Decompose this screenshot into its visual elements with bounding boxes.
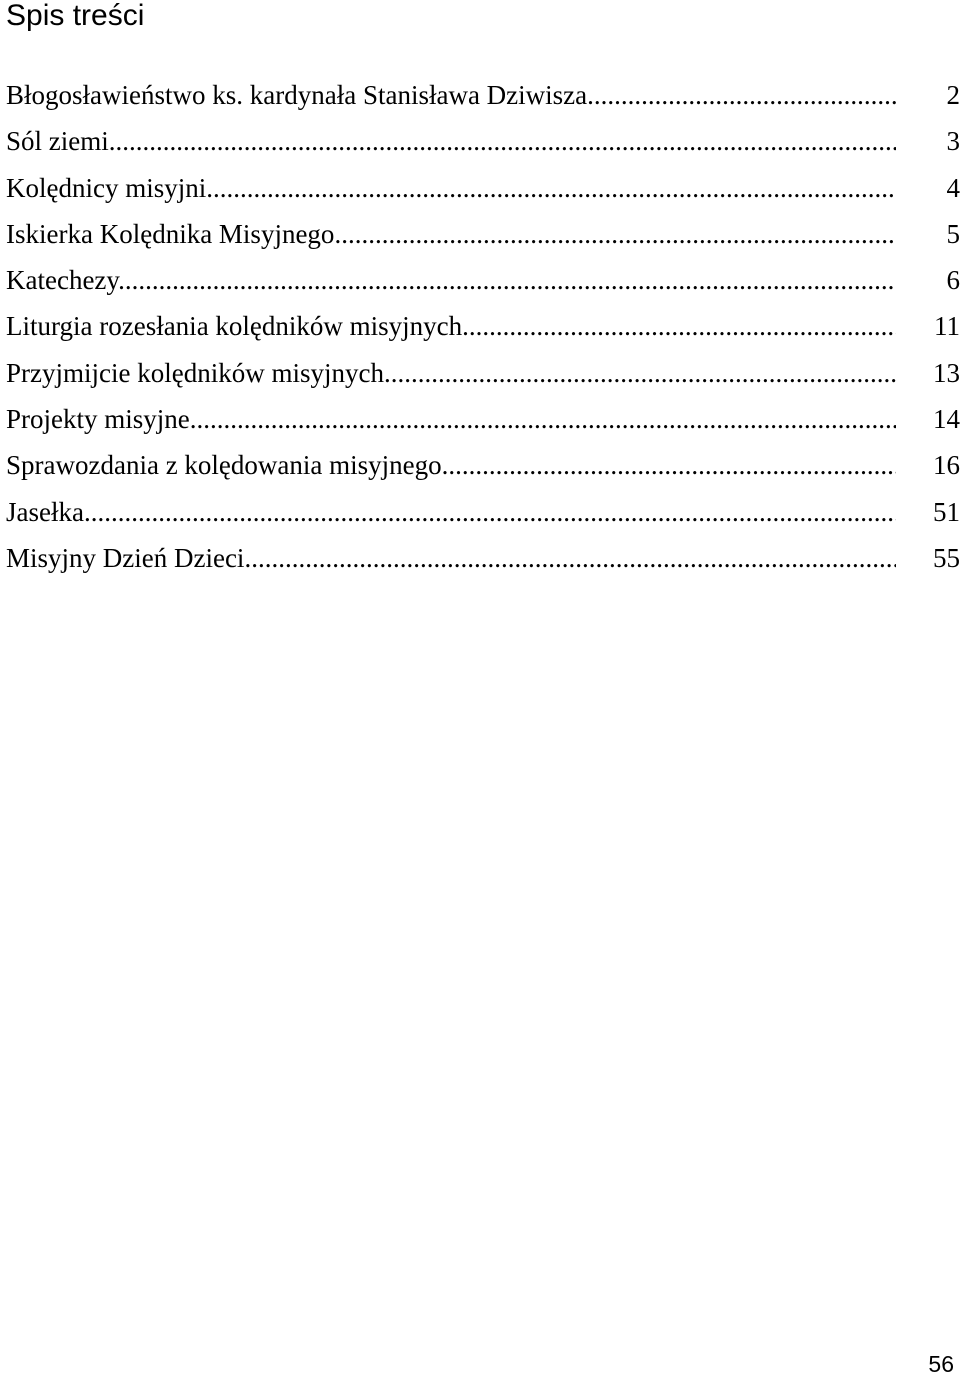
toc-entry <box>6 350 960 396</box>
toc-entry-title: Iskierka Kolędnika Misyjnego ..... <box>6 211 896 257</box>
toc-entry <box>6 489 960 535</box>
toc-entry-title: Kolędnicy misyjni ..... <box>6 165 896 211</box>
toc-entry-page: 11 <box>934 311 960 342</box>
toc-entry-page: 5 <box>946 218 960 249</box>
toc-entry <box>6 535 960 581</box>
toc-entry-title: Projekty misyjne ..... <box>6 396 896 442</box>
toc-entry <box>6 165 960 211</box>
toc-entry-title: Jasełka ..... <box>6 489 896 535</box>
toc-entry-title: Błogosławieństwo ks. kardynała Stanisława Dziwisza ..... <box>6 72 896 118</box>
toc-entry <box>6 303 960 349</box>
toc-entry-title: Misyjny Dzień Dzieci ..... <box>6 535 896 581</box>
toc-entry-title: Przyjmijcie kolędników misyjnych ..... <box>6 350 896 396</box>
toc-entry-page: 16 <box>933 450 960 481</box>
toc-entry <box>6 118 960 164</box>
toc-entry-title: Sól ziemi ..... <box>6 118 896 164</box>
table-of-contents <box>6 72 960 581</box>
toc-entry-page: 13 <box>933 357 960 388</box>
toc-entry <box>6 72 960 118</box>
toc-entry <box>6 442 960 488</box>
toc-entry-page: 3 <box>946 126 960 157</box>
toc-entry-page: 14 <box>933 404 960 435</box>
toc-entry-page: 6 <box>946 265 960 296</box>
toc-entry-title: Katechezy ..... <box>6 257 896 303</box>
toc-entry-page: 51 <box>933 496 960 527</box>
toc-entry-title: Sprawozdania z kolędowania misyjnego ..... <box>6 442 896 488</box>
page-title: Spis treści <box>6 0 145 32</box>
toc-entry-page: 2 <box>946 80 960 110</box>
toc-entry-page: 4 <box>946 172 960 203</box>
toc-entry-page: 55 <box>933 542 960 573</box>
toc-entry <box>6 257 960 303</box>
toc-entry-title: Liturgia rozesłania kolędników misyjnych ..... <box>6 303 896 349</box>
toc-entry <box>6 211 960 257</box>
page-number: 56 <box>928 1351 954 1377</box>
toc-entry <box>6 396 960 442</box>
